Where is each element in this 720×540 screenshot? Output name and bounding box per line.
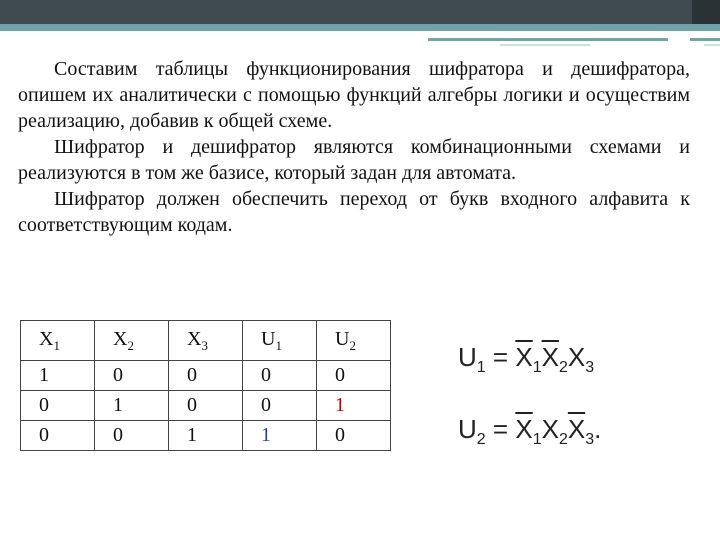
table-cell: 0	[95, 361, 169, 391]
slide-header-bar	[0, 0, 720, 24]
header-x3: $X_3$	[169, 321, 243, 361]
formula-u1: $U_1 = \overline{X}_1\overline{X}_2X_3$	[458, 342, 595, 377]
decor-line	[690, 38, 720, 41]
body-text	[18, 56, 690, 238]
decor-line	[428, 38, 668, 41]
truth-table	[20, 320, 391, 451]
header-x2: $X_2$	[95, 321, 169, 361]
table-cell: 1	[95, 391, 169, 421]
table-cell-highlight: 1	[243, 421, 317, 451]
header-u2: $U_2$	[317, 321, 391, 361]
header-u1: $U_1$	[243, 321, 317, 361]
header-x1: $X_1$	[21, 321, 95, 361]
table-cell: 0	[243, 361, 317, 391]
table-header-row	[21, 321, 391, 361]
table-row	[21, 391, 391, 421]
table-cell: 0	[95, 421, 169, 451]
table-cell: 0	[317, 421, 391, 451]
paragraph-1: Составим таблицы функционирования шифратора и дешифратора, опишем их аналитически с помощью функций алгебры логики и осуществим реализацию, добавив к общей схеме.	[18, 58, 690, 132]
decor-line	[500, 44, 590, 46]
table-cell: 1	[21, 361, 95, 391]
formula-u2: $U_2 = \overline{X}_1X_2\overline{X}_3$.	[458, 414, 602, 449]
slide-accent-stripe	[0, 24, 720, 31]
table-cell: 0	[243, 391, 317, 421]
table-row	[21, 421, 391, 451]
slide-corner-block	[692, 0, 720, 24]
paragraph-2: Шифратор и дешифратор являются комбинационными схемами и реализуются в том же базисе, который задан для автомата.	[18, 136, 690, 184]
table-cell: 0	[169, 361, 243, 391]
table-cell: 0	[317, 361, 391, 391]
table-cell-highlight: 1	[317, 391, 391, 421]
table-cell: 0	[21, 421, 95, 451]
table-cell: 1	[169, 421, 243, 451]
table-cell: 0	[21, 391, 95, 421]
table-row	[21, 361, 391, 391]
decor-line	[704, 44, 720, 46]
table-cell: 0	[169, 391, 243, 421]
paragraph-3: Шифратор должен обеспечить переход от букв входного алфавита к соответствующим кодам.	[18, 188, 690, 236]
